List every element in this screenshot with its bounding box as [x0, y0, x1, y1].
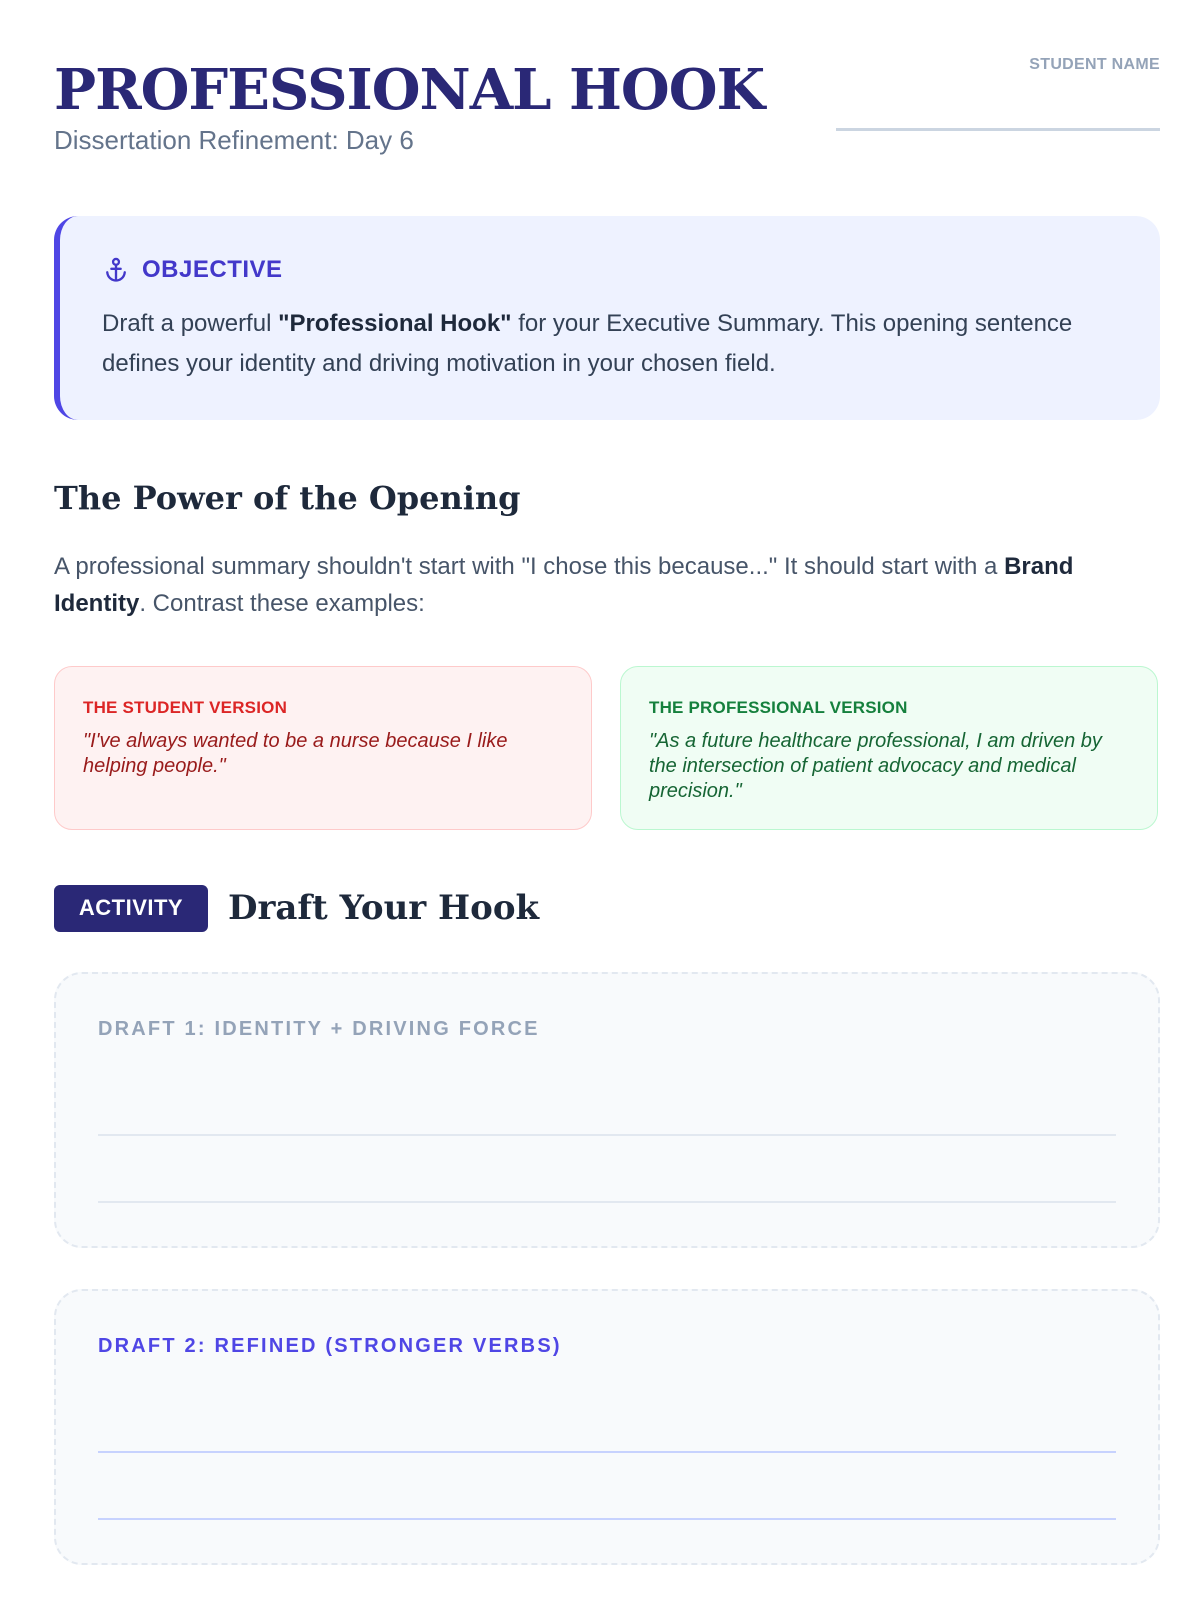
activity-badge: ACTIVITY [54, 885, 208, 932]
anchor-icon [102, 256, 130, 284]
activity-title: Draft Your Hook [228, 888, 540, 928]
student-name-line[interactable] [836, 128, 1160, 131]
objective-text-part: for your Executive Summary. This opening sentence defines your identity and driving motivation in your chosen field. [102, 310, 1073, 377]
section-text-emphasis: Brand Identity [54, 553, 1074, 617]
professional-version-card [620, 666, 1158, 830]
objective-box [54, 216, 1160, 420]
professional-version-label: THE PROFESSIONAL VERSION [649, 698, 908, 717]
draft-1-writing-line-2[interactable] [98, 1201, 1116, 1203]
page-title: PROFESSIONAL HOOK [54, 57, 765, 123]
student-name-label: STUDENT NAME [1029, 56, 1160, 73]
section-text-part: . Contrast these examples: [139, 590, 425, 617]
objective-header [102, 254, 1120, 286]
student-version-card [54, 666, 592, 830]
objective-text-part: Draft a powerful [102, 310, 279, 337]
objective-text-emphasis: "Professional Hook" [278, 310, 512, 337]
draft-2-box[interactable] [54, 1289, 1160, 1565]
page-subtitle: Dissertation Refinement: Day 6 [54, 125, 414, 155]
draft-2-writing-line-2[interactable] [98, 1518, 1116, 1520]
professional-version-quote: "As a future healthcare professional, I am driven by the intersection of patient advocacy and medical precision." [649, 730, 1102, 802]
page-header [54, 56, 1160, 166]
section-title: The Power of the Opening [54, 479, 521, 517]
draft-1-box[interactable] [54, 972, 1160, 1248]
worksheet-page [54, 0, 1160, 1600]
objective-text [102, 304, 1120, 384]
draft-1-writing-line-1[interactable] [98, 1134, 1116, 1136]
draft-1-label: DRAFT 1: IDENTITY + DRIVING FORCE [98, 1018, 540, 1040]
student-name-field[interactable] [836, 56, 1160, 132]
objective-label: OBJECTIVE [142, 256, 283, 283]
section-text [54, 548, 1160, 622]
draft-2-label: DRAFT 2: REFINED (STRONGER VERBS) [98, 1335, 562, 1357]
activity-header [54, 884, 539, 932]
draft-2-writing-line-1[interactable] [98, 1451, 1116, 1453]
section-text-part: A professional summary shouldn't start with "I chose this because..." It should start with a [54, 553, 1005, 580]
student-version-label: THE STUDENT VERSION [83, 698, 288, 717]
student-version-quote: "I've always wanted to be a nurse because I like helping people." [83, 730, 508, 777]
